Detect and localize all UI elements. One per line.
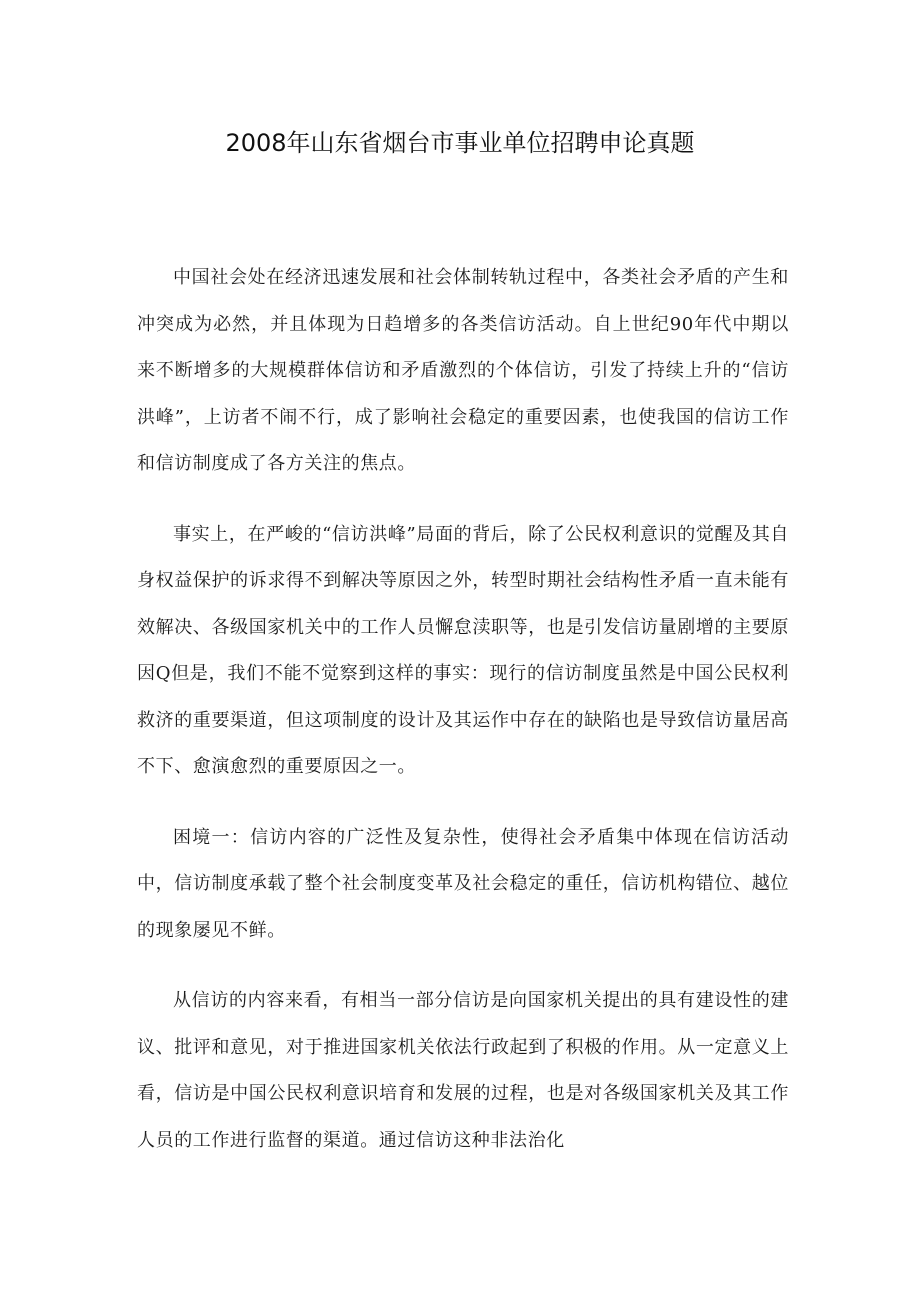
paragraph: 中国社会处在经济迅速发展和社会体制转轨过程中，各类社会矛盾的产生和冲突成为必然，并且体现为日趋增多的各类信访活动。自上世纪90年代中期以来不断增多的大规模群体信访和矛盾激烈的个体信访，引发了持续上升的“信访洪峰”，上访者不闹不行，成了影响社会稳定的重要因素，也使我国的信访工作和信访制度成了各方关注的焦点。 xyxy=(137,267,789,474)
paragraph: 事实上，在严峻的“信访洪峰”局面的背后，除了公民权利意识的觉醒及其自身权益保护的诉求得不到解决等原因之外，转型时期社会结构性矛盾一直未能有效解决、各级国家机关中的工作人员懈怠渎职等，也是引发信访量剧增的主要原因Q但是，我们不能不觉察到这样的事实：现行的信访制度虽然是中国公民权利救济的重要渠道，但这项制度的设计及其运作中存在的缺陷也是导致信访量居高不下、愈演愈烈的重要原因之一。 xyxy=(137,523,789,777)
paragraph: 从信访的内容来看，有相当一部分信访是向国家机关提出的具有建设性的建议、批评和意见，对于推进国家机关依法行政起到了积极的作用。从一定意义上看，信访是中国公民权利意识培育和发展的过程，也是对各级国家机关及其工作人员的工作进行监督的渠道。通过信访这种非法治化 xyxy=(137,990,789,1151)
document-body xyxy=(137,255,789,1188)
paragraph: 困境一：信访内容的广泛性及复杂性，使得社会矛盾集中体现在信访活动中，信访制度承载了整个社会制度变革及社会稳定的重任，信访机构错位、越位的现象屡见不鲜。 xyxy=(137,826,789,941)
document-title: 2008年山东省烟台市事业单位招聘申论真题 xyxy=(225,129,695,157)
